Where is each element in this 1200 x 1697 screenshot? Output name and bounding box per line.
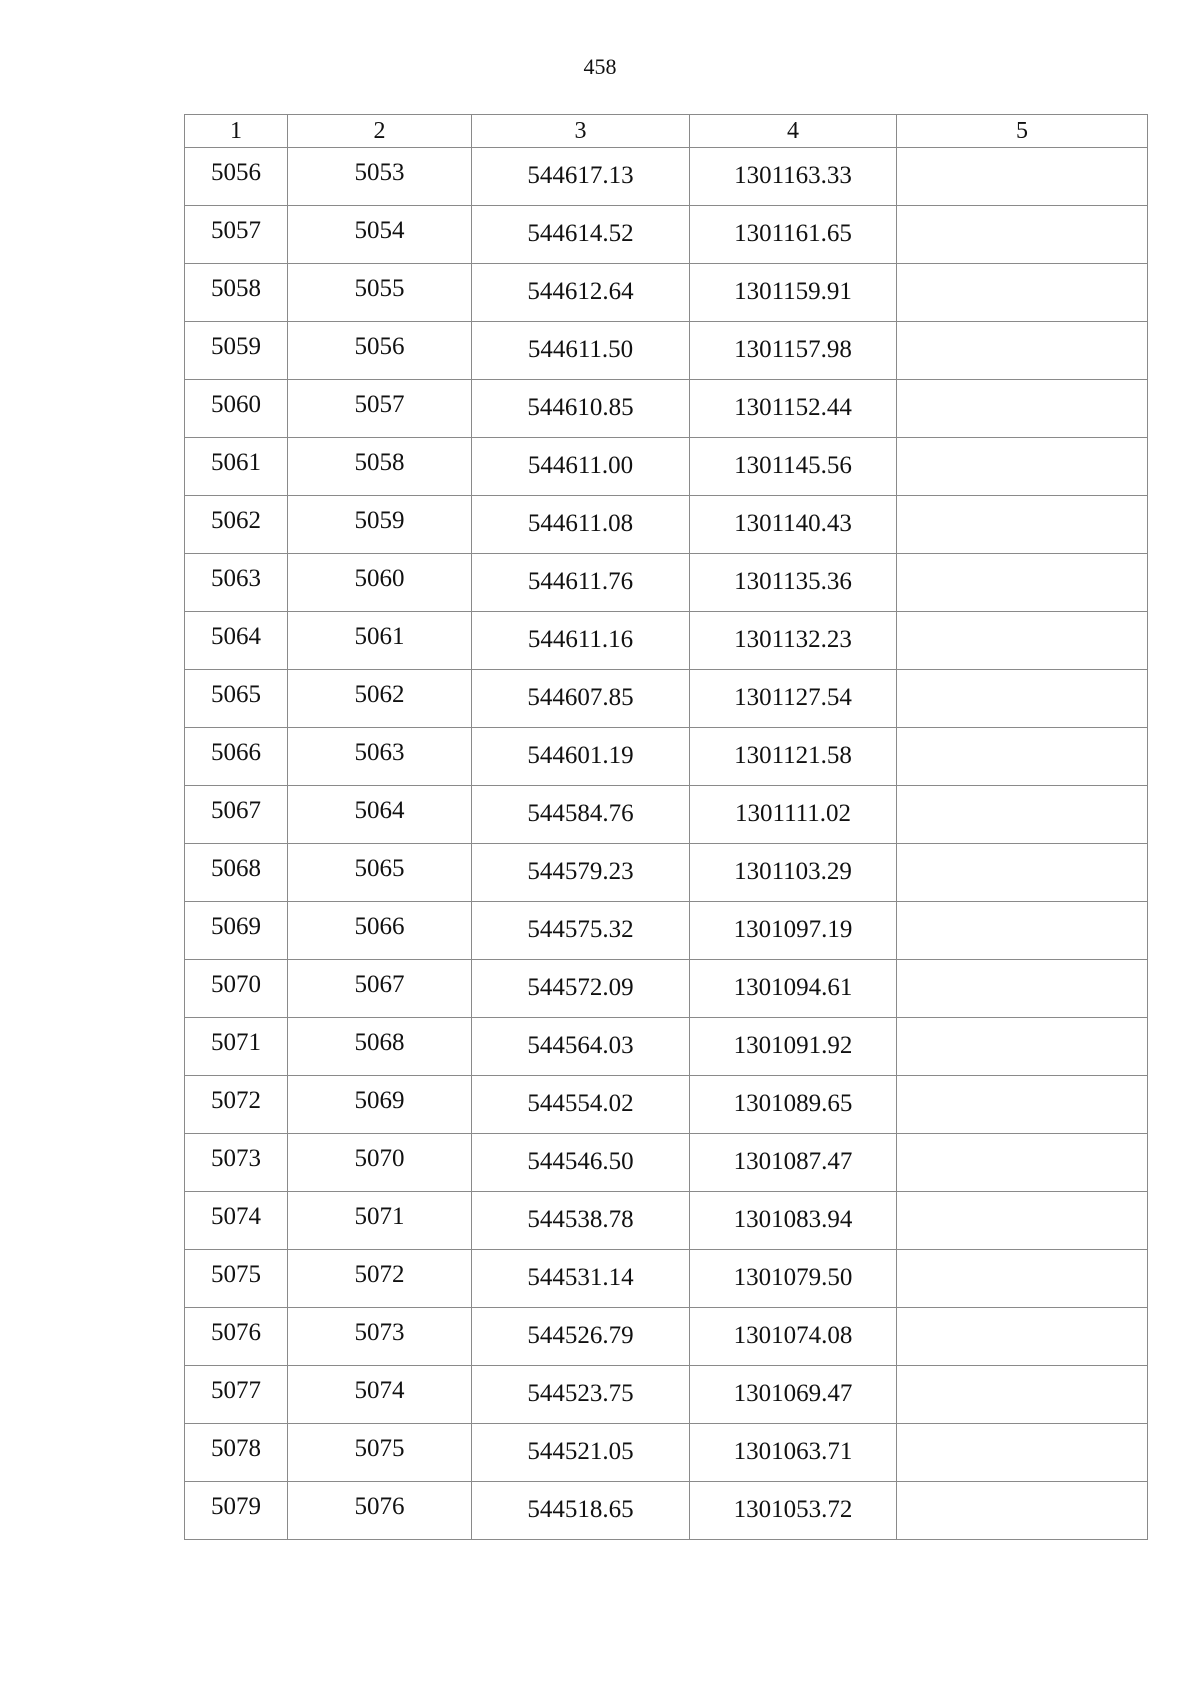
point-number: 5064 xyxy=(185,612,288,670)
previous-point-number: 5075 xyxy=(288,1424,472,1482)
note-cell xyxy=(897,554,1148,612)
coordinate-x: 544579.23 xyxy=(472,844,690,902)
table-row xyxy=(185,438,1148,496)
point-number: 5077 xyxy=(185,1366,288,1424)
previous-point-number: 5062 xyxy=(288,670,472,728)
note-cell xyxy=(897,1134,1148,1192)
coordinate-x: 544531.14 xyxy=(472,1250,690,1308)
previous-point-number: 5071 xyxy=(288,1192,472,1250)
note-cell xyxy=(897,1250,1148,1308)
point-number: 5074 xyxy=(185,1192,288,1250)
coordinate-y: 1301097.19 xyxy=(690,902,897,960)
note-cell xyxy=(897,1482,1148,1540)
point-number: 5068 xyxy=(185,844,288,902)
note-cell xyxy=(897,1192,1148,1250)
coordinate-y: 1301127.54 xyxy=(690,670,897,728)
note-cell xyxy=(897,264,1148,322)
table-row xyxy=(185,322,1148,380)
note-cell xyxy=(897,786,1148,844)
previous-point-number: 5059 xyxy=(288,496,472,554)
table-header-row xyxy=(185,115,1148,148)
coordinate-y: 1301089.65 xyxy=(690,1076,897,1134)
coordinate-x: 544584.76 xyxy=(472,786,690,844)
coordinate-y: 1301145.56 xyxy=(690,438,897,496)
coordinate-y: 1301152.44 xyxy=(690,380,897,438)
table-row xyxy=(185,1424,1148,1482)
previous-point-number: 5074 xyxy=(288,1366,472,1424)
note-cell xyxy=(897,960,1148,1018)
point-number: 5066 xyxy=(185,728,288,786)
coordinate-x: 544546.50 xyxy=(472,1134,690,1192)
previous-point-number: 5058 xyxy=(288,438,472,496)
previous-point-number: 5054 xyxy=(288,206,472,264)
coordinate-y: 1301079.50 xyxy=(690,1250,897,1308)
column-header-4: 4 xyxy=(690,115,897,148)
previous-point-number: 5066 xyxy=(288,902,472,960)
note-cell xyxy=(897,380,1148,438)
table-row xyxy=(185,554,1148,612)
point-number: 5056 xyxy=(185,148,288,206)
coordinate-x: 544617.13 xyxy=(472,148,690,206)
point-number: 5073 xyxy=(185,1134,288,1192)
coordinate-x: 544526.79 xyxy=(472,1308,690,1366)
column-header-3: 3 xyxy=(472,115,690,148)
note-cell xyxy=(897,902,1148,960)
table-row xyxy=(185,1366,1148,1424)
previous-point-number: 5070 xyxy=(288,1134,472,1192)
point-number: 5058 xyxy=(185,264,288,322)
point-number: 5079 xyxy=(185,1482,288,1540)
coordinate-x: 544610.85 xyxy=(472,380,690,438)
note-cell xyxy=(897,728,1148,786)
coordinate-x: 544523.75 xyxy=(472,1366,690,1424)
note-cell xyxy=(897,1366,1148,1424)
point-number: 5078 xyxy=(185,1424,288,1482)
coordinate-x: 544564.03 xyxy=(472,1018,690,1076)
point-number: 5075 xyxy=(185,1250,288,1308)
point-number: 5060 xyxy=(185,380,288,438)
note-cell xyxy=(897,148,1148,206)
table-body xyxy=(185,148,1148,1540)
coordinate-y: 1301074.08 xyxy=(690,1308,897,1366)
coordinate-y: 1301157.98 xyxy=(690,322,897,380)
point-number: 5076 xyxy=(185,1308,288,1366)
table-row xyxy=(185,728,1148,786)
coordinate-x: 544612.64 xyxy=(472,264,690,322)
coordinate-y: 1301103.29 xyxy=(690,844,897,902)
coordinate-x: 544611.08 xyxy=(472,496,690,554)
column-header-5: 5 xyxy=(897,115,1148,148)
coordinate-x: 544611.16 xyxy=(472,612,690,670)
previous-point-number: 5057 xyxy=(288,380,472,438)
previous-point-number: 5055 xyxy=(288,264,472,322)
point-number: 5072 xyxy=(185,1076,288,1134)
previous-point-number: 5069 xyxy=(288,1076,472,1134)
coordinate-y: 1301159.91 xyxy=(690,264,897,322)
coordinates-table xyxy=(184,114,1148,1540)
previous-point-number: 5067 xyxy=(288,960,472,1018)
table-row xyxy=(185,264,1148,322)
previous-point-number: 5060 xyxy=(288,554,472,612)
previous-point-number: 5064 xyxy=(288,786,472,844)
coordinate-x: 544575.32 xyxy=(472,902,690,960)
coordinate-x: 544601.19 xyxy=(472,728,690,786)
table-row xyxy=(185,844,1148,902)
point-number: 5067 xyxy=(185,786,288,844)
coordinate-y: 1301083.94 xyxy=(690,1192,897,1250)
table-row xyxy=(185,1250,1148,1308)
previous-point-number: 5056 xyxy=(288,322,472,380)
coordinate-y: 1301069.47 xyxy=(690,1366,897,1424)
coordinate-x: 544607.85 xyxy=(472,670,690,728)
note-cell xyxy=(897,844,1148,902)
point-number: 5070 xyxy=(185,960,288,1018)
coordinate-x: 544538.78 xyxy=(472,1192,690,1250)
coordinate-x: 544572.09 xyxy=(472,960,690,1018)
table-row xyxy=(185,670,1148,728)
previous-point-number: 5068 xyxy=(288,1018,472,1076)
coordinate-y: 1301161.65 xyxy=(690,206,897,264)
note-cell xyxy=(897,1308,1148,1366)
note-cell xyxy=(897,612,1148,670)
table-row xyxy=(185,1018,1148,1076)
page-number: 458 xyxy=(583,54,617,79)
previous-point-number: 5076 xyxy=(288,1482,472,1540)
column-header-2: 2 xyxy=(288,115,472,148)
coordinate-x: 544518.65 xyxy=(472,1482,690,1540)
table-row xyxy=(185,1192,1148,1250)
coordinate-y: 1301140.43 xyxy=(690,496,897,554)
point-number: 5069 xyxy=(185,902,288,960)
coordinate-y: 1301091.92 xyxy=(690,1018,897,1076)
point-number: 5063 xyxy=(185,554,288,612)
coordinate-x: 544614.52 xyxy=(472,206,690,264)
coordinate-y: 1301053.72 xyxy=(690,1482,897,1540)
point-number: 5061 xyxy=(185,438,288,496)
note-cell xyxy=(897,1424,1148,1482)
table-row xyxy=(185,1076,1148,1134)
table-row xyxy=(185,380,1148,438)
previous-point-number: 5073 xyxy=(288,1308,472,1366)
table-row xyxy=(185,1308,1148,1366)
column-header-1: 1 xyxy=(185,115,288,148)
note-cell xyxy=(897,1076,1148,1134)
table-row xyxy=(185,496,1148,554)
note-cell xyxy=(897,322,1148,380)
coordinate-y: 1301132.23 xyxy=(690,612,897,670)
table-row xyxy=(185,612,1148,670)
table-row xyxy=(185,206,1148,264)
previous-point-number: 5065 xyxy=(288,844,472,902)
coordinate-y: 1301087.47 xyxy=(690,1134,897,1192)
previous-point-number: 5061 xyxy=(288,612,472,670)
coordinate-x: 544521.05 xyxy=(472,1424,690,1482)
note-cell xyxy=(897,206,1148,264)
table-row xyxy=(185,786,1148,844)
point-number: 5071 xyxy=(185,1018,288,1076)
coordinate-y: 1301063.71 xyxy=(690,1424,897,1482)
table-row xyxy=(185,960,1148,1018)
point-number: 5059 xyxy=(185,322,288,380)
point-number: 5062 xyxy=(185,496,288,554)
coordinate-y: 1301121.58 xyxy=(690,728,897,786)
coordinate-x: 544611.50 xyxy=(472,322,690,380)
note-cell xyxy=(897,438,1148,496)
previous-point-number: 5063 xyxy=(288,728,472,786)
previous-point-number: 5072 xyxy=(288,1250,472,1308)
coordinate-y: 1301094.61 xyxy=(690,960,897,1018)
coordinate-y: 1301111.02 xyxy=(690,786,897,844)
coordinate-y: 1301135.36 xyxy=(690,554,897,612)
note-cell xyxy=(897,1018,1148,1076)
table-row xyxy=(185,902,1148,960)
coordinate-x: 544611.00 xyxy=(472,438,690,496)
point-number: 5057 xyxy=(185,206,288,264)
point-number: 5065 xyxy=(185,670,288,728)
previous-point-number: 5053 xyxy=(288,148,472,206)
coordinate-y: 1301163.33 xyxy=(690,148,897,206)
note-cell xyxy=(897,670,1148,728)
coordinate-x: 544611.76 xyxy=(472,554,690,612)
coordinate-x: 544554.02 xyxy=(472,1076,690,1134)
table-row xyxy=(185,1134,1148,1192)
table-row xyxy=(185,1482,1148,1540)
note-cell xyxy=(897,496,1148,554)
table-row xyxy=(185,148,1148,206)
